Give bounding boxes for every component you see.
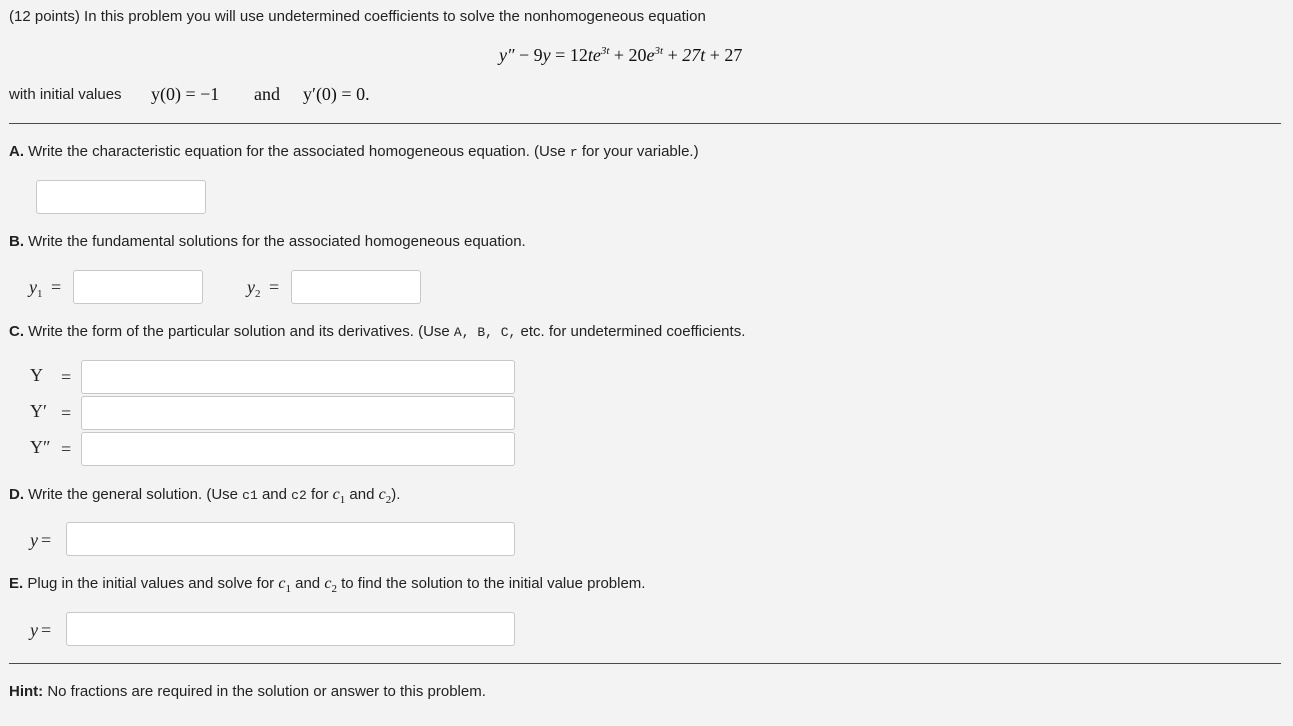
particular-Y-equals: = <box>61 367 72 387</box>
particular-Ydoubleprime-equals: = <box>61 439 72 459</box>
divider-top <box>9 123 1281 124</box>
part-b-prompt: B. Write the fundamental solutions for the associated homogeneous equation. <box>9 233 526 250</box>
initial-values-and: and <box>254 84 280 104</box>
y2-label: $y_2$ = <box>247 277 280 300</box>
general-solution-input[interactable] <box>66 522 515 556</box>
y1-input[interactable] <box>73 270 203 304</box>
ivp-solution-label: y = <box>30 620 52 640</box>
initial-value-2: y′(0) = 0. <box>303 84 370 104</box>
characteristic-equation-input[interactable] <box>36 180 206 214</box>
part-e-prompt: E. Plug in the initial values and solve for $c_1$ and $c_2$ to find the solution to the initial value problem. <box>9 575 646 595</box>
part-d-prompt: D. Write the general solution. (Use c1 and c2 for $c_1$ and $c_2$). <box>9 486 401 506</box>
particular-Y-label: Y <box>30 365 43 385</box>
initial-values-label: with initial values <box>9 86 122 103</box>
particular-Y-input[interactable] <box>81 360 515 394</box>
particular-Ydoubleprime-label: Y″ <box>30 437 51 457</box>
initial-value-1: y(0) = −1 <box>151 84 220 104</box>
part-c-prompt: C. Write the form of the particular solution and its derivatives. (Use A, B, C, etc. for undetermined coefficients. <box>9 323 746 340</box>
general-solution-label: y = <box>30 530 52 550</box>
main-equation: $y'' - 9y = 12te^{3t} + 20e^{3t} + 27t + 27$ <box>499 45 743 65</box>
particular-Yprime-equals: = <box>61 403 72 423</box>
particular-Yprime-input[interactable] <box>81 396 515 430</box>
particular-Yprime-label: Y′ <box>30 401 47 421</box>
part-a-prompt: A. Write the characteristic equation for the associated homogeneous equation. (Use r for your variable.) <box>9 143 699 160</box>
problem-intro: (12 points) In this problem you will use undetermined coefficients to solve the nonhomogeneous equation <box>9 8 706 25</box>
divider-bottom <box>9 663 1281 664</box>
hint: Hint: No fractions are required in the solution or answer to this problem. <box>9 683 486 700</box>
ivp-solution-input[interactable] <box>66 612 515 646</box>
y1-label: $y_1$ = <box>29 277 62 300</box>
particular-Ydoubleprime-input[interactable] <box>81 432 515 466</box>
y2-input[interactable] <box>291 270 421 304</box>
